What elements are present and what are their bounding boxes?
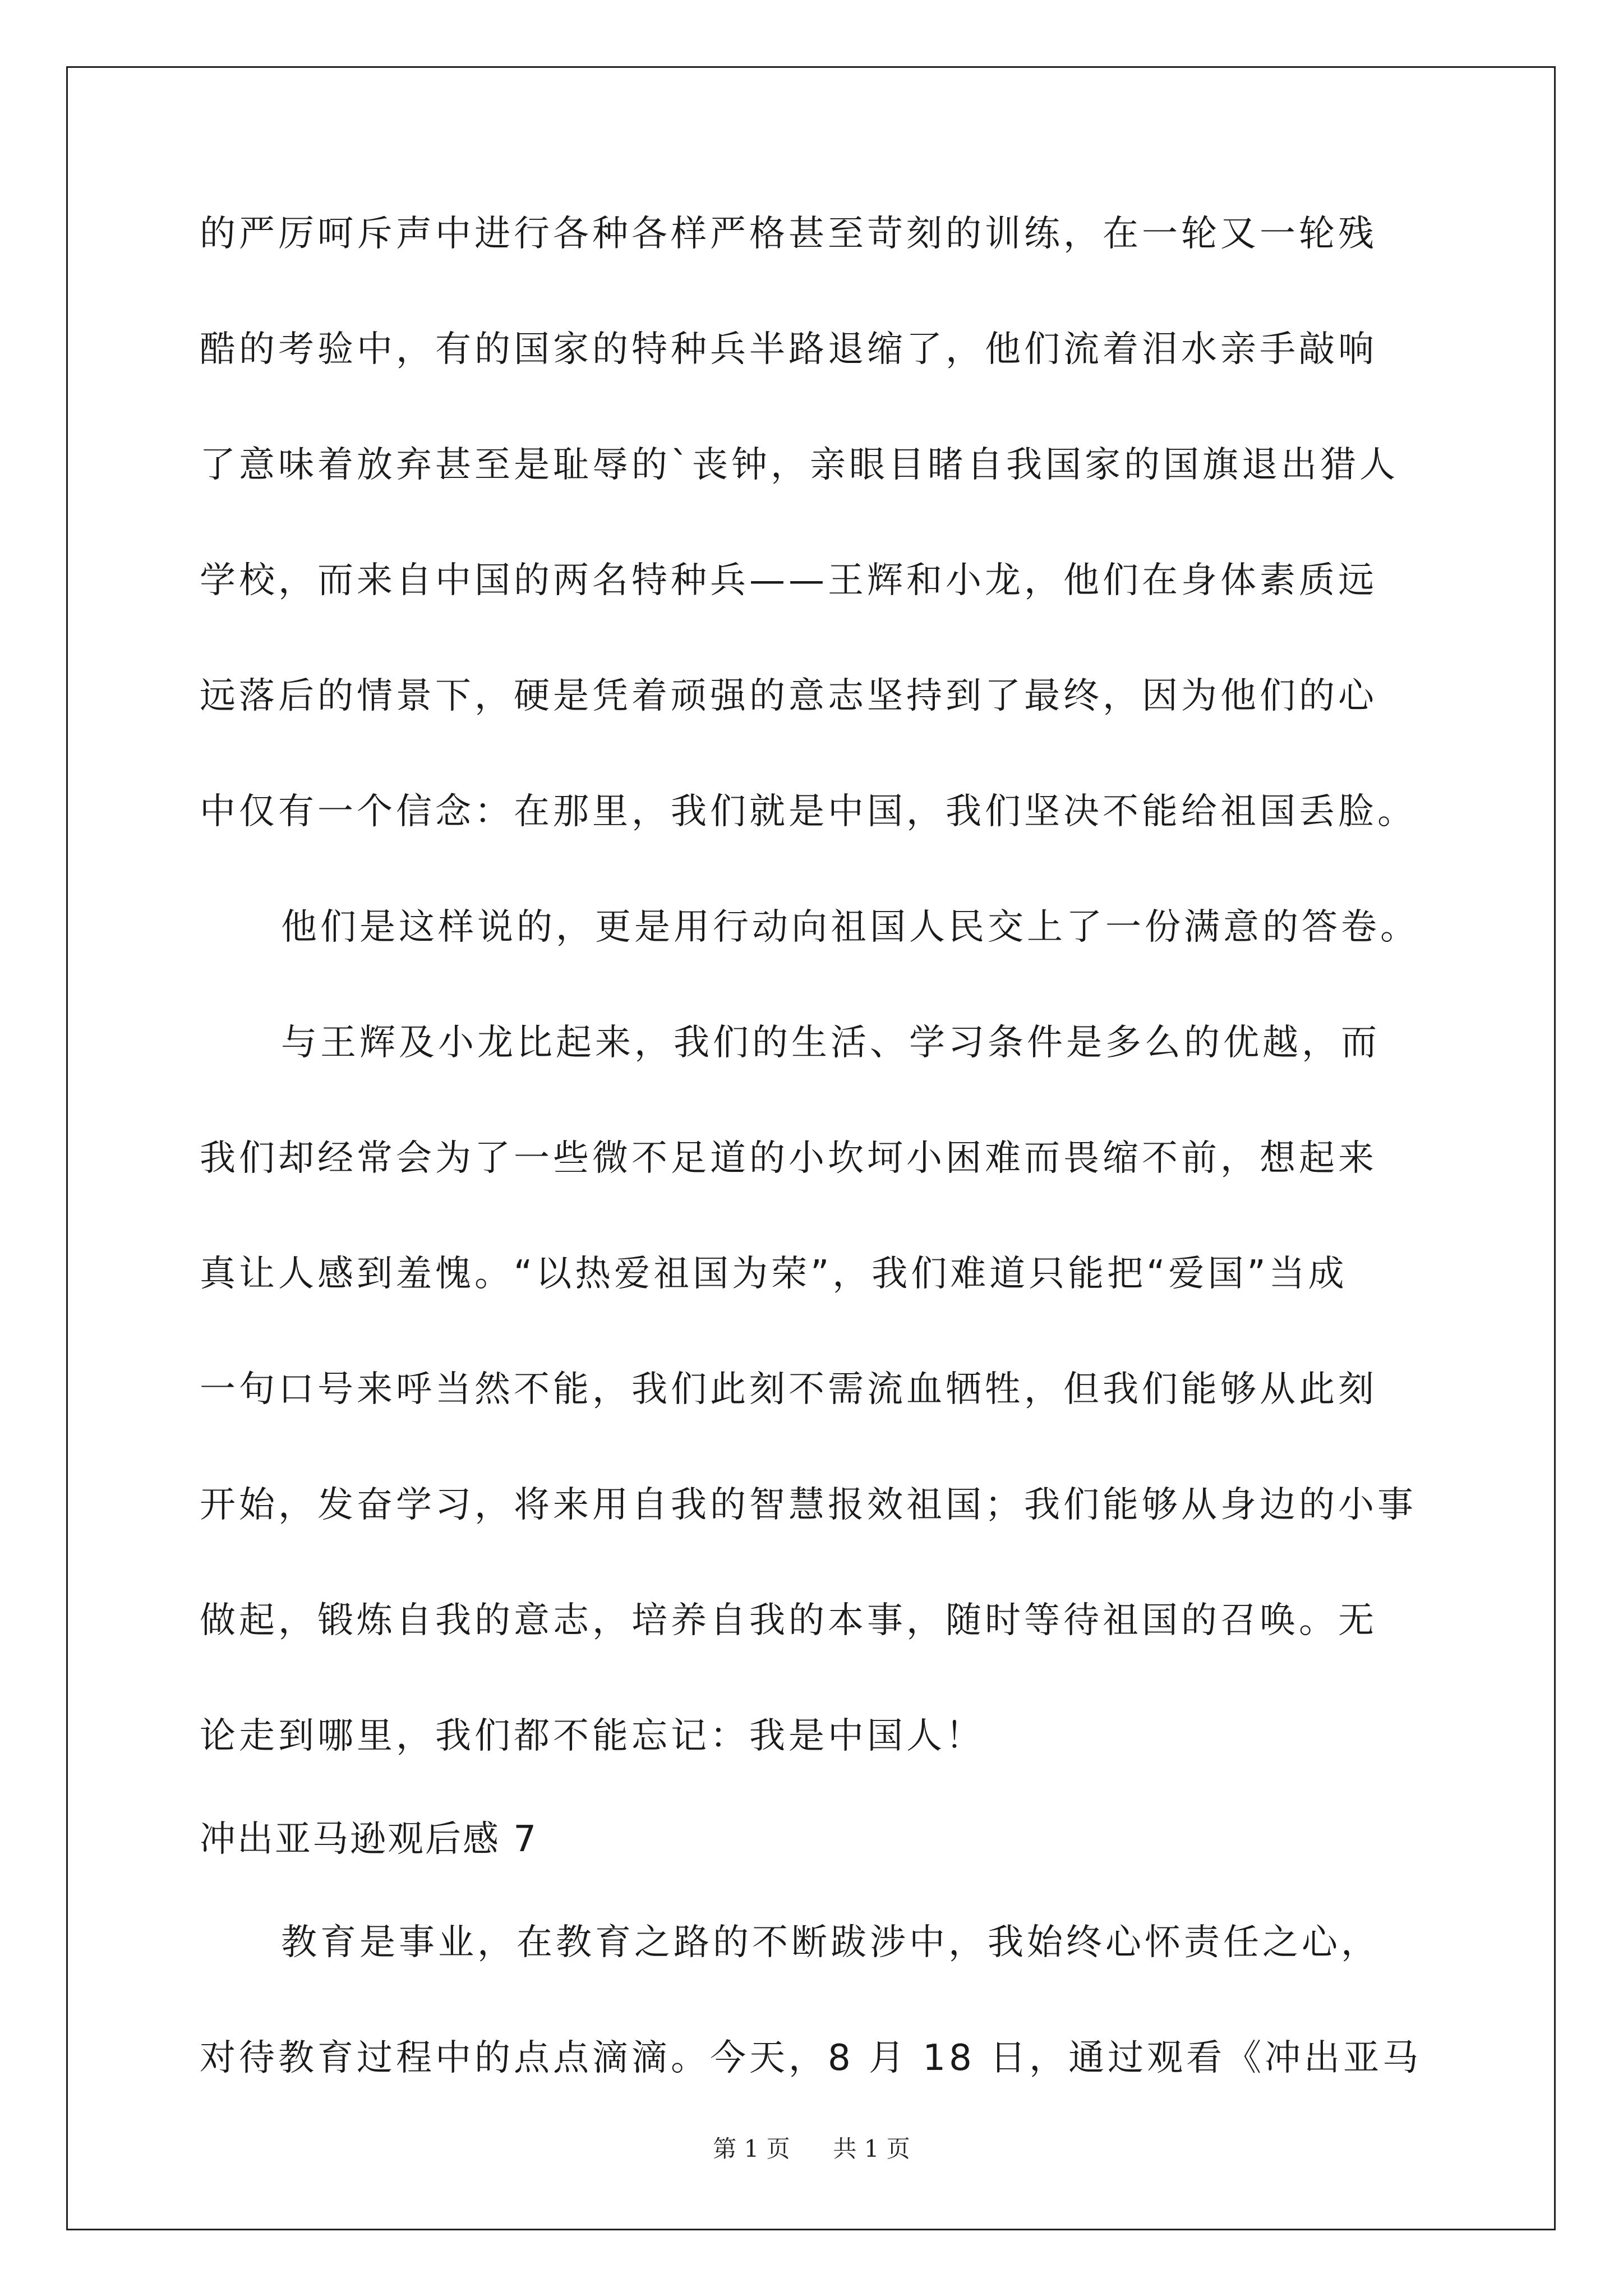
page-total: 共 1 页	[833, 2135, 910, 2162]
text-line: 我们却经常会为了一些微不足道的小坎坷小困难而畏缩不前，想起来	[200, 1138, 1377, 1179]
text-line: 真让人感到羞愧。“以热爱祖国为荣”，我们难道只能把“爱国”当成	[200, 1253, 1348, 1295]
page-number: 第 1 页	[713, 2135, 790, 2162]
text-line: 论走到哪里，我们都不能忘记：我是中国人！	[200, 1715, 985, 1757]
text-line: 远落后的情景下，硬是凭着顽强的意志坚持到了最终，因为他们的心	[200, 675, 1377, 717]
text-line: 与王辉及小龙比起来，我们的生活、学习条件是多么的优越，而	[281, 1022, 1380, 1064]
text-line: 的严厉呵斥声中进行各种各样严格甚至苛刻的训练，在一轮又一轮残	[200, 213, 1377, 255]
text-line: 一句口号来呼当然不能，我们此刻不需流血牺牲，但我们能够从此刻	[200, 1369, 1377, 1410]
text-line: 学校，而来自中国的两名特种兵——王辉和小龙，他们在身体素质远	[200, 560, 1377, 601]
text-line: 了意味着放弃甚至是耻辱的`丧钟，亲眼目睹自我国家的国旗退出猎人	[200, 444, 1399, 486]
text-line: 酷的考验中，有的国家的特种兵半路退缩了，他们流着泪水亲手敲响	[200, 329, 1377, 370]
page-footer	[0, 2131, 1623, 2164]
text-line: 中仅有一个信念：在那里，我们就是中国，我们坚决不能给祖国丢脸。	[200, 791, 1417, 832]
text-line: 对待教育过程中的点点滴滴。今天，8 月 18 日，通过观看《冲出亚马	[200, 2037, 1422, 2079]
text-line: 开始，发奋学习，将来用自我的智慧报效祖国；我们能够从身边的小事	[200, 1484, 1417, 1526]
text-line: 他们是这样说的，更是用行动向祖国人民交上了一份满意的答卷。	[281, 907, 1419, 948]
text-line: 教育是事业，在教育之路的不断跋涉中，我始终心怀责任之心，	[281, 1922, 1380, 1963]
section-heading: 冲出亚马逊观后感 7	[200, 1819, 538, 1860]
text-line: 做起，锻炼自我的意志，培养自我的本事，随时等待祖国的召唤。无	[200, 1600, 1377, 1641]
